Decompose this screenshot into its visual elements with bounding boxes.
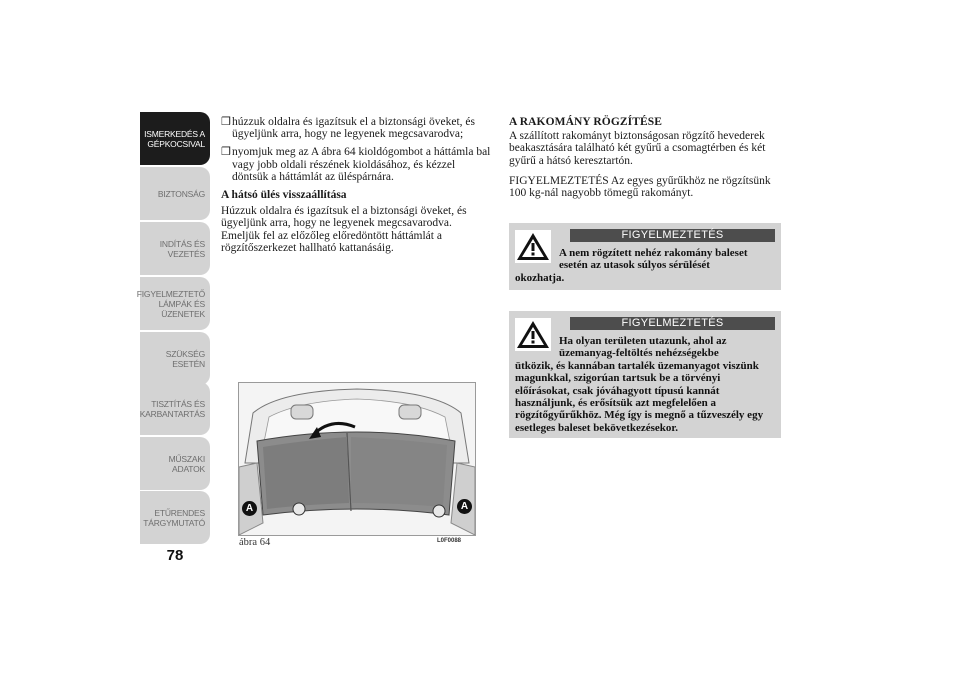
warning-box	[509, 311, 781, 438]
tab-label: BIZTONSÁG	[157, 188, 205, 199]
bullet-text: húzzuk oldalra és igazítsuk el a biztonsági öveket, és ügyeljünk arra, hogy ne legyenek megcsavarodva;	[232, 116, 476, 141]
tab-figyelmeztetok[interactable]	[136, 277, 210, 330]
bullet-text: nyomjuk meg az A ábra 64 kioldógombot a háttámla bal vagy jobb oldali részének kioldásához, és kézzel döntsük a háttámlát az üléspárnára.	[232, 146, 491, 183]
tab-inditas[interactable]	[140, 222, 210, 275]
warning-lead-text: Ha olyan területen utazunk, ahol az üzemanyag-feltöltés nehézségekbe	[559, 335, 727, 360]
tab-tisztitas[interactable]	[140, 382, 210, 435]
section-subheading: A hátsó ülés visszaállítása	[221, 189, 347, 202]
tab-label: TISZTÍTÁS ÉS KARBANTARTÁS	[139, 398, 206, 419]
warning-text	[515, 335, 777, 434]
tab-label: SZÜKSÉG ESETÉN	[165, 348, 205, 369]
warning-lead-text: A nem rögzített nehéz rakomány baleset esetén az utasok súlyos sérülését	[559, 247, 748, 272]
body-paragraph: A szállított rakományt biztonságosan rögzítő hevederek beakasztására található két gyűrű a csomagtérben és két gyűrű a hátsó keresztartón.	[509, 130, 766, 167]
left-column	[221, 116, 493, 254]
tab-label: ISMERKEDÉS A GÉPKOCSIVAL	[144, 128, 205, 149]
tab-ismerkedes[interactable]	[140, 112, 210, 165]
tab-label: MŰSZAKI ADATOK	[168, 453, 205, 474]
right-column	[509, 116, 781, 199]
warning-rest-text: ütközik, és kannában tartalék üzemanyagot viszünk magunkkal, szigorúan tartsuk be a törvényi előírásokat, csak jóváhagyott típusú kannát használjunk, és erősítsük azt megfelelően a rögzítőgyűrűkhöz. Még így is megnő a tűzveszély egy esetleges baleset bekövetkezésekor.	[515, 359, 764, 434]
tab-label: ETŰRENDES TÁRGYMUTATÓ	[143, 507, 205, 528]
warning-rest-text: okozhatja.	[515, 271, 565, 284]
bullet-item	[221, 146, 493, 183]
tab-targymutato[interactable]	[140, 491, 210, 544]
label-a-right: A	[457, 499, 472, 514]
page-number: 78	[166, 547, 184, 564]
figure-caption: ábra 64	[239, 537, 271, 548]
warning-text	[515, 247, 777, 284]
figure-rear-seat-illustration	[238, 382, 476, 536]
label-a-left: A	[242, 501, 257, 516]
rear-seat-drawing	[239, 383, 475, 535]
bullet-item	[221, 116, 493, 140]
tab-biztonsag[interactable]	[140, 167, 210, 220]
tab-label: FIGYELMEZTETŐ LÁMPÁK ÉS ÜZENETEK	[136, 288, 205, 319]
figure-code: L0F0088	[437, 538, 462, 544]
warning-title: FIGYELMEZTETÉS	[570, 229, 775, 242]
inline-warning-note: FIGYELMEZTETÉS Az egyes gyűrűkhöz ne rögzítsünk 100 kg-nál nagyobb tömegű rakományt.	[509, 174, 771, 200]
tab-label: INDÍTÁS ÉS VEZETÉS	[159, 238, 205, 259]
section-heading: A RAKOMÁNY RÖGZÍTÉSE	[509, 116, 663, 128]
tab-muszaki[interactable]	[140, 437, 210, 490]
tab-szukseg[interactable]	[140, 332, 210, 385]
chapter-sidebar	[136, 112, 210, 544]
checkbox-bullet-icon: ❒	[221, 116, 231, 128]
body-paragraph: Húzzuk oldalra és igazítsuk el a biztonsági öveket, és ügyeljünk arra, hogy ne legyenek megcsavarodva. Emeljük fel az előzőleg előredöntött háttámlát a rögzítőszerkezet hallható kattanásáig.	[221, 205, 467, 254]
warning-title: FIGYELMEZTETÉS	[570, 317, 775, 330]
warning-box	[509, 223, 781, 290]
checkbox-bullet-icon: ❒	[221, 146, 231, 159]
